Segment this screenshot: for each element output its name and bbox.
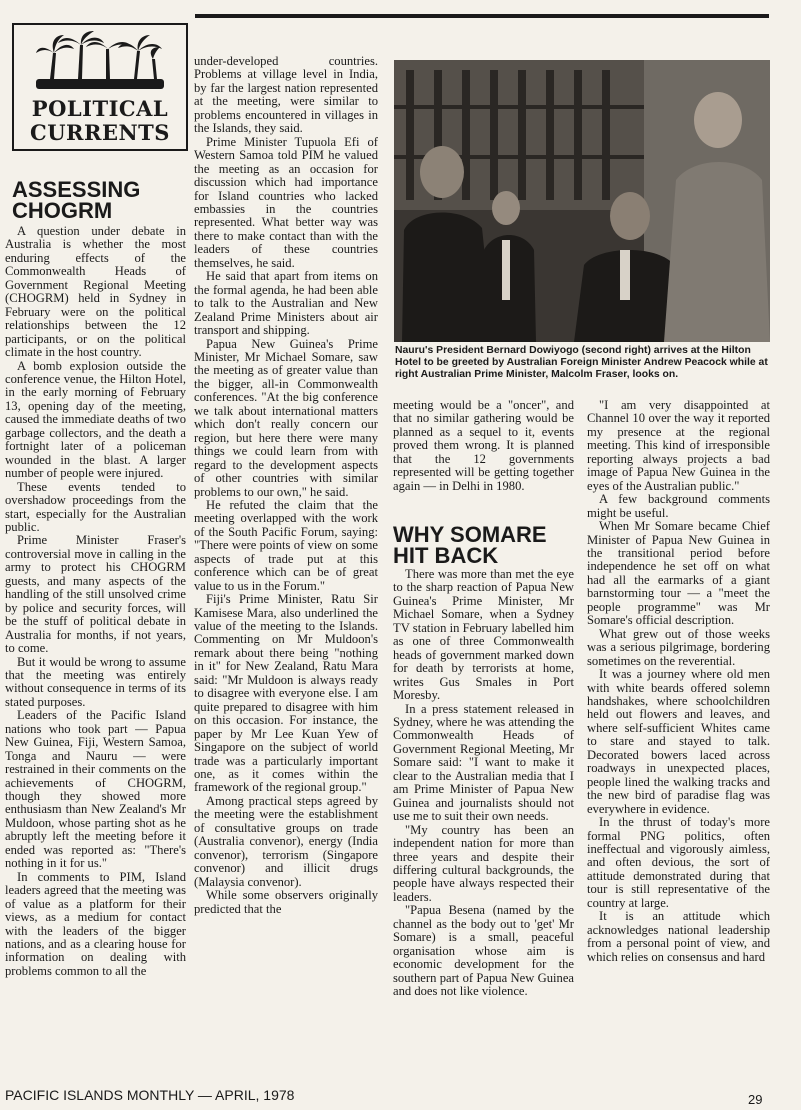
paragraph: "My country has been an independent nation for more than three years and despite their differing cultural backgrounds, the people have always respected their leaders. xyxy=(393,822,574,904)
paragraph: In comments to PIM, Island leaders agreed that the meeting was of value as a platform for their views, as a medium for contact with the leaders of the bigger nations, and as a clearing house for information on dealing with problems common to all the xyxy=(5,869,186,978)
paragraph: But it would be wrong to assume that the meeting was entirely without consequence in terms of its stated purposes. xyxy=(5,654,186,709)
paragraph: He refuted the claim that the meeting overlapped with the work of the South Pacific Forum, saying: "There were points of view on some aspects of trade put at this conference which can be of great value to us in the Forum." xyxy=(194,497,378,593)
paragraph: Prime Minister Fraser's controversial move in calling in the army to protect his CHOGRM guests, and many aspects of the handling of the still unsolved crime by police and security forces, will be the stuff of political debate in Australia for months, if not years, to come. xyxy=(5,533,186,656)
article2-column3 xyxy=(393,568,574,999)
headline-line: ASSESSING xyxy=(12,177,141,202)
paragraph: What grew out of those weeks was a serious pilgrimage, bordering sometimes on the reverential. xyxy=(587,626,770,668)
paragraph: Among practical steps agreed by the meeting were the establishment of consultative groups on trade (Australia convenor), energy (India convenor), terrorism (Singapore convenor) and illicit drugs (Malaysia convenor). xyxy=(194,793,378,889)
paragraph: He said that apart from items on the formal agenda, he had been able to talk to the Australian and New Zealand Prime Ministers about air transport and shipping. xyxy=(194,269,378,338)
paragraph: These events tended to overshadow proceedings from the start, especially for the Australian public. xyxy=(5,479,186,534)
top-rule xyxy=(195,14,769,18)
section-logo xyxy=(12,23,188,151)
paragraph: Papua New Guinea's Prime Minister, Mr Michael Somare, saw the meeting as of greater value than the bigger, all-in Commonwealth conferences. "At the big conference we talk about international matters which don't really concern our region, but here there were many things we could learn from with regard to the development aspects of other countries with similar problems to our own," he said. xyxy=(194,336,378,499)
paragraph: In a press statement released in Sydney, where he was attending the Commonwealth Heads of Government Regional Meeting, Mr Somare said: "I want to make it clear to the Australian media that I am Prime Minister of Papua New Guinea and journalists should not use me to suit their own needs. xyxy=(393,701,574,824)
paragraph: Leaders of the Pacific Island nations who took part — Papua New Guinea, Fiji, Western Samoa, Tonga and Nauru — were restrained in their comments on the achievements of CHOGRM, though they showed more enthusiasm than New Zealand's Mr Muldoon, whose parting shot as he abruptly left the meeting before it ended was reported as: "There's nothing in it for us." xyxy=(5,708,186,871)
paragraph: It is an attitude which acknowledges national leadership from a personal point of view, and which relies on consensus and hard xyxy=(587,909,770,964)
paragraph: In the thrust of today's more formal PNG politics, often ineffectual and vigorously aimless, and often devious, the sort of attitude demonstrated during that tour is still representative of the country at large. xyxy=(587,815,770,910)
footer-publication: PACIFIC ISLANDS MONTHLY — APRIL, 1978 xyxy=(5,1087,295,1103)
paragraph: While some observers originally predicted that the xyxy=(194,888,378,916)
paragraph: There was more than met the eye to the sharp reaction of Papua New Guinea's Prime Minister, Mr Michael Somare, when a Sydney TV station in February labelled him as one of three Commonwealth heads of government marked down for death by terrorists at home, writes Gus Smales in Port Moresby. xyxy=(393,567,574,703)
headline-why-somare-hit-back xyxy=(393,524,547,566)
article1-column1 xyxy=(5,225,186,978)
paragraph: When Mr Somare became Chief Minister of Papua New Guinea in the transitional period before independence he set off on what had all the earmarks of a giant barnstorming tour — a "meet the people programme" was Mr Somare's official description. xyxy=(587,519,770,628)
paragraph: It was a journey where old men with white beards offered solemn handshakes, where schoolchildren held out flowers and leaves, and where self-sufficient Whites came to stare and stayed to talk. Decorated bowers laced across roadways in unexpected places, people lined the walking tracks and the new bird of paradise flag was everywhere in evidence. xyxy=(587,667,770,816)
headline-line: WHY SOMARE xyxy=(393,522,547,547)
page-number: 29 xyxy=(748,1092,763,1107)
headline-line: CHOGRM xyxy=(12,198,113,223)
paragraph: A bomb explosion outside the conference venue, the Hilton Hotel, in the early morning of February 13, opening day of the meeting, caused the immediate deaths of two garbage collectors, and the death a fortnight later of a policeman wounded in the blast. A larger number of people were injured. xyxy=(5,358,186,481)
palm-trees-icon xyxy=(36,31,164,89)
article1-column3 xyxy=(393,399,574,493)
paragraph: "I am very disappointed at Channel 10 over the way it reported my presence at the regional meeting. This kind of irresponsible reporting always projects a bad image of Papua New Guinea in the eyes of the Australian public." xyxy=(587,398,770,493)
paragraph: Fiji's Prime Minister, Ratu Sir Kamisese Mara, also underlined the value of the meeting to the Islands. Commenting on Mr Muldoon's remark about there being "nothing in it" for New Zealand, Ratu Mara said: "Mr Muldoon is always ready to disagree with everyone else. I am quite prepared to disagree with him on this occasion. For instance, the paper by Mr Lee Kuan Yew of Singapore on the subject of world trade was a particularly important one, as it comes within the framework of the regional group." xyxy=(194,592,378,795)
headline-line: HIT BACK xyxy=(393,543,499,568)
paragraph: under-developed countries. Problems at village level in India, by far the largest nation represented at the meeting, were similar to problems encountered in villages in the Islands, they said. xyxy=(194,54,378,136)
paragraph: Prime Minister Tupuola Efi of Western Samoa told PIM he valued the meeting as an occasion for discussion which had importance for Island countries who lacked embassies in the countries represented. What better way was there to make contact than with the leaders of these countries themselves, he said. xyxy=(194,134,378,270)
article1-column2 xyxy=(194,55,378,916)
headline-assessing-chogrm xyxy=(12,179,140,221)
section-title-line2: CURRENTS xyxy=(30,120,170,145)
section-title-line1: POLITICAL xyxy=(31,96,169,121)
news-photo xyxy=(394,60,770,342)
paragraph: "Papua Besena (named by the channel as the body out to 'get' Mr Somare) is a small, peaceful organisation whose aim is economic development for the southern part of Papua New Guinea and does not like violence. xyxy=(393,903,574,999)
article2-column4 xyxy=(587,399,770,964)
paragraph: meeting would be a "oncer", and that no similar gathering would be planned as a sequel to it, events proved them wrong. It is planned that the 12 governments represented will be getting together again — in Delhi in 1980. xyxy=(393,398,574,493)
paragraph: A question under debate in Australia is whether the most enduring effects of the Commonwealth Heads of Government Regional Meeting (CHOGRM) held in Sydney in February were on the political relationships between the 12 participants, or on the political climate in the host country. xyxy=(5,224,186,360)
paragraph: A few background comments might be useful. xyxy=(587,492,770,520)
photo-caption: Nauru's President Bernard Dowiyogo (second right) arrives at the Hilton Hotel to be greeted by Australian Foreign Minister Andrew Peacock while at right Australian Prime Minister, Malcolm Fraser, looks on. xyxy=(395,345,768,380)
